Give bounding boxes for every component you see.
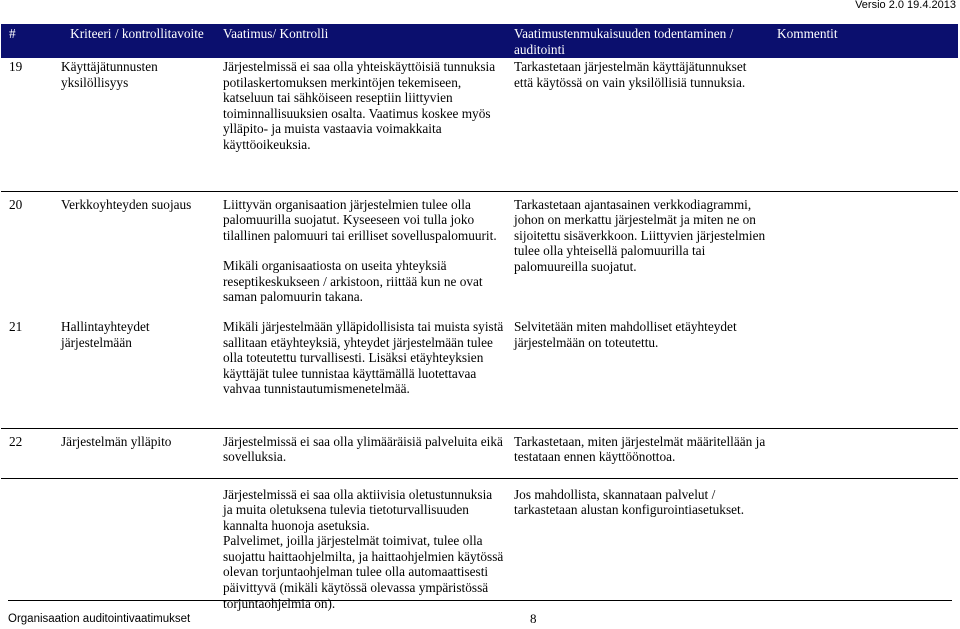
header-kriteeri: Kriteeri / kontrollitavoite — [55, 24, 219, 58]
row-vaatimus — [219, 478, 510, 611]
header-num: # — [1, 24, 55, 58]
row-kriteeri-empty — [55, 478, 219, 611]
row-vaatimus — [219, 318, 510, 428]
requirements-table — [1, 24, 958, 611]
todentaminen-paragraph: Tarkastetaan järjestelmän käyttäjätunnukset että käytössä on vain yksilöllisiä tunnuksia. — [514, 59, 747, 90]
row-kommentit — [773, 191, 958, 318]
row-todentaminen — [510, 428, 773, 478]
row-number: 20 — [1, 191, 55, 318]
vaatimus-paragraph: Järjestelmissä ei saa olla yhteiskäyttöisiä tunnuksia potilaskertomuksen merkintöjen tekemiseen, katseluun tai sähköiseen reseptiin liittyvien toiminnallisuuksien osalta. Vaatimus koskee myös ylläpito- ja muista vastaavia voimakkaita käyttöoikeuksia. — [223, 59, 496, 152]
row-kommentit — [773, 478, 958, 611]
table-header-row — [1, 24, 958, 58]
page-footer — [8, 600, 952, 629]
row-number-empty — [1, 478, 55, 611]
row-kriteeri: Järjestelmän ylläpito — [55, 428, 219, 478]
row-number: 22 — [1, 428, 55, 478]
header-kommentit: Kommentit — [773, 24, 958, 58]
vaatimus-paragraph: Mikäli järjestelmään ylläpidollisista tai muista syistä sallitaan etäyhteyksiä, yhteydet järjestelmään tulee olla toteutettu turvallisesti. Lisäksi etäyhteyksien käyttäjät tulee tunnistaa käyttämällä luotettavaa vahvaa tunnistautumismenetelmää. — [223, 319, 504, 397]
table-row — [1, 478, 958, 611]
row-vaatimus — [219, 428, 510, 478]
row-todentaminen — [510, 191, 773, 318]
vaatimus-paragraph: Järjestelmissä ei saa olla ylimääräisiä palveluita eikä sovelluksia. — [223, 433, 503, 465]
todentaminen-paragraph: Jos mahdollista, skannataan palvelut / tarkastetaan alustan konfigurointiasetukset. — [514, 486, 745, 518]
row-todentaminen — [510, 58, 773, 191]
row-vaatimus — [219, 191, 510, 318]
row-kommentit — [773, 318, 958, 428]
row-kriteeri: Verkkoyhteyden suojaus — [55, 191, 219, 318]
row-kriteeri: Käyttäjätunnusten yksilöllisyys — [61, 59, 158, 90]
header-todentaminen: Vaatimustenmukaisuuden todentaminen / auditointi — [510, 24, 773, 58]
vaatimus-paragraph: Mikäli organisaatiosta on useita yhteyksiä reseptikeskukseen / arkistoon, riittää kun ne ovat saman palomuurin takana. — [223, 258, 483, 305]
row-vaatimus — [219, 58, 510, 191]
row-number: 21 — [9, 319, 23, 334]
row-kommentit — [773, 58, 958, 191]
vaatimus-paragraph: Liittyvän organisaation järjestelmien tulee olla palomuurilla suojatut. Kyseeseen voi tulla joko tilallinen palomuuri tai erilliset sovelluspalomuurit. — [223, 196, 497, 243]
row-kommentit — [773, 428, 958, 478]
table-row — [1, 191, 958, 318]
row-todentaminen — [510, 478, 773, 611]
todentaminen-paragraph: Selvitetään miten mahdolliset etäyhteydet järjestelmään on toteutettu. — [514, 319, 737, 350]
page-number: 8 — [530, 611, 537, 626]
row-todentaminen — [510, 318, 773, 428]
row-kriteeri: Hallintayhteydet järjestelmään — [61, 319, 150, 350]
version-label: Versio 2.0 19.4.2013 — [855, 0, 956, 11]
vaatimus-paragraph: Järjestelmissä ei saa olla aktiivisia oletustunnuksia ja muita oletuksena tulevia tietoturvallisuuden kannalta huonoja asetuksia. — [223, 486, 493, 533]
table-row — [1, 58, 958, 191]
table-row — [1, 428, 958, 478]
row-number: 19 — [9, 59, 23, 74]
table-row — [1, 318, 958, 428]
header-vaatimus: Vaatimus/ Kontrolli — [219, 24, 510, 58]
todentaminen-paragraph: Tarkastetaan ajantasainen verkkodiagrammi, johon on merkattu järjestelmät ja miten ne on sijoitettu sisäverkkoon. Liittyvien järjestelmien tulee olla yhteisellä palomuurilla tai palomuureilla suojatut. — [514, 196, 766, 274]
vaatimus-paragraph: Palvelimet, joilla järjestelmät toimivat, tulee olla suojattu haittaohjelmilta, ja haittaohjelmien käytössä olevan torjuntaohjelman tulee olla automaattisesti päivittyvä (mikäli käytössä olevassa ympäristössä torjuntaohjelmia on). — [223, 533, 504, 611]
todentaminen-paragraph: Tarkastetaan, miten järjestelmät määritellään ja testataan ennen käyttöönottoa. — [514, 433, 766, 465]
footer-title: Organisaation auditointivaatimukset — [8, 613, 191, 625]
